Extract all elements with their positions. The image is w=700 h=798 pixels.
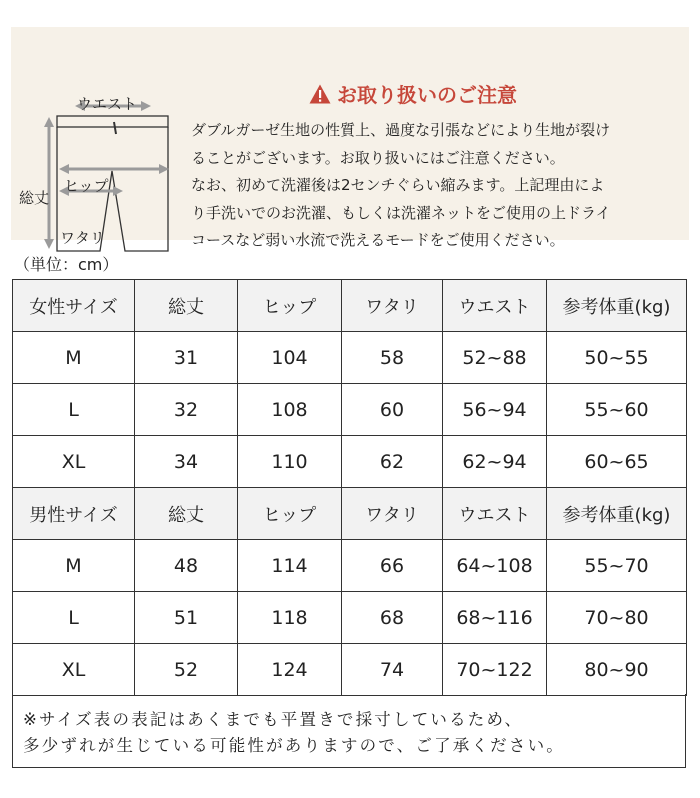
value-cell: 31 bbox=[135, 332, 238, 384]
women-header-row bbox=[13, 280, 687, 332]
value-cell: 62 bbox=[342, 436, 443, 488]
caution-body bbox=[191, 117, 699, 255]
header-cell: 総丈 bbox=[135, 488, 238, 540]
header-cell: ウエスト bbox=[443, 488, 547, 540]
value-cell: 68 bbox=[342, 592, 443, 644]
size-cell: M bbox=[13, 332, 135, 384]
crotch-label: ワタリ bbox=[60, 229, 105, 247]
value-cell: 56~94 bbox=[443, 384, 547, 436]
value-cell: 114 bbox=[238, 540, 342, 592]
caution-title-text: お取り扱いのご注意 bbox=[337, 83, 517, 107]
value-cell: 80~90 bbox=[547, 644, 687, 696]
warning-triangle-icon bbox=[309, 84, 331, 104]
value-cell: 60~65 bbox=[547, 436, 687, 488]
value-cell: 104 bbox=[238, 332, 342, 384]
size-cell: M bbox=[13, 540, 135, 592]
size-cell: L bbox=[13, 592, 135, 644]
value-cell: 62~94 bbox=[443, 436, 547, 488]
disclaimer-line: ※サイズ表の表記はあくまでも平置きで採寸しているため、 bbox=[23, 710, 524, 729]
table-row bbox=[13, 540, 687, 592]
header-cell: 総丈 bbox=[135, 280, 238, 332]
value-cell: 60 bbox=[342, 384, 443, 436]
value-cell: 51 bbox=[135, 592, 238, 644]
value-cell: 55~60 bbox=[547, 384, 687, 436]
value-cell: 74 bbox=[342, 644, 443, 696]
header-cell: ヒップ bbox=[238, 488, 342, 540]
header-cell: ワタリ bbox=[342, 488, 443, 540]
caution-line: なお、初めて洗濯後は2センチぐらい縮みます。上記理由によ bbox=[191, 176, 605, 194]
size-chart-table bbox=[12, 279, 687, 696]
value-cell: 68~116 bbox=[443, 592, 547, 644]
disclaimer-line: 多少ずれが生じている可能性がありますので、ご了承ください。 bbox=[23, 736, 565, 755]
men-header-row bbox=[13, 488, 687, 540]
table-row bbox=[13, 332, 687, 384]
value-cell: 50~55 bbox=[547, 332, 687, 384]
size-cell: XL bbox=[13, 644, 135, 696]
value-cell: 70~122 bbox=[443, 644, 547, 696]
unit-note: （単位：cm） bbox=[14, 255, 119, 274]
value-cell: 108 bbox=[238, 384, 342, 436]
size-cell: L bbox=[13, 384, 135, 436]
care-info-panel bbox=[11, 27, 689, 249]
header-cell: ワタリ bbox=[342, 280, 443, 332]
value-cell: 66 bbox=[342, 540, 443, 592]
value-cell: 32 bbox=[135, 384, 238, 436]
value-cell: 64~108 bbox=[443, 540, 547, 592]
shorts-measurement-diagram bbox=[19, 59, 181, 259]
value-cell: 52~88 bbox=[443, 332, 547, 384]
value-cell: 34 bbox=[135, 436, 238, 488]
value-cell: 58 bbox=[342, 332, 443, 384]
table-row bbox=[13, 384, 687, 436]
caution-line: り手洗いでのお洗濯、もしくは洗濯ネットをご使用の上ドライ bbox=[191, 203, 611, 222]
caution-line: コースなど弱い水流で洗えるモードをご使用ください。 bbox=[191, 231, 565, 249]
caution-line: ることがございます。お取り扱いにはご注意ください。 bbox=[191, 148, 565, 167]
size-cell: XL bbox=[13, 436, 135, 488]
header-cell: 男性サイズ bbox=[13, 488, 135, 540]
header-cell: ヒップ bbox=[238, 280, 342, 332]
value-cell: 70~80 bbox=[547, 592, 687, 644]
hip-label: ヒップ bbox=[64, 177, 109, 195]
table-row bbox=[13, 644, 687, 696]
value-cell: 52 bbox=[135, 644, 238, 696]
total-length-label: 総丈 bbox=[19, 189, 50, 207]
table-row bbox=[13, 436, 687, 488]
caution-heading bbox=[309, 79, 517, 108]
caution-line: ダブルガーゼ生地の性質上、過度な引張などにより生地が裂け bbox=[191, 121, 611, 139]
size-disclaimer-note bbox=[12, 694, 686, 768]
waist-label: ウエスト bbox=[77, 95, 138, 113]
value-cell: 110 bbox=[238, 436, 342, 488]
value-cell: 48 bbox=[135, 540, 238, 592]
header-cell: 参考体重(kg) bbox=[547, 488, 687, 540]
value-cell: 118 bbox=[238, 592, 342, 644]
header-cell: ウエスト bbox=[443, 280, 547, 332]
header-cell: 参考体重(kg) bbox=[547, 280, 687, 332]
value-cell: 124 bbox=[238, 644, 342, 696]
header-cell: 女性サイズ bbox=[13, 280, 135, 332]
table-row bbox=[13, 592, 687, 644]
value-cell: 55~70 bbox=[547, 540, 687, 592]
